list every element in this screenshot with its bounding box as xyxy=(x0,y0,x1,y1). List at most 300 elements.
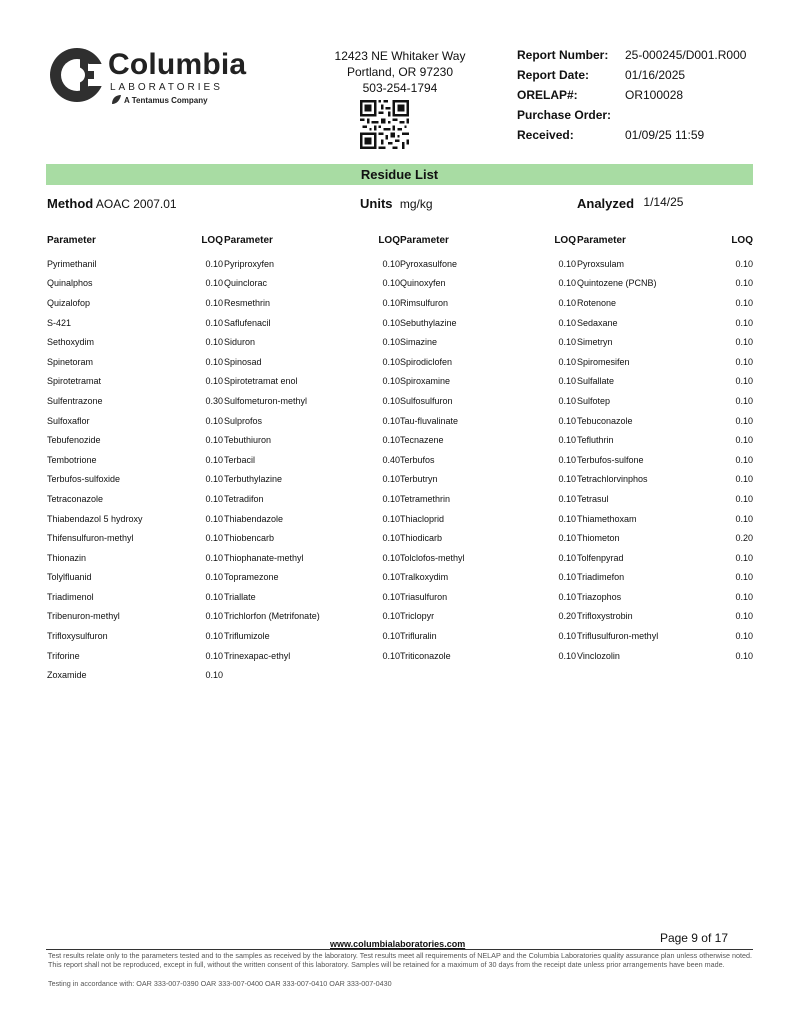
table-row xyxy=(224,352,400,372)
parameter-name: Tefluthrin xyxy=(577,435,614,446)
table-row xyxy=(577,332,753,352)
loq-value: 0.10 xyxy=(558,533,576,544)
report-info-label: Received: xyxy=(517,128,574,142)
loq-header: LOQ xyxy=(378,235,400,246)
loq-value: 0.10 xyxy=(205,670,223,681)
parameter-name: Quinoxyfen xyxy=(400,278,446,289)
table-row xyxy=(400,430,576,450)
parameter-name: Triflumizole xyxy=(224,631,270,642)
table-row xyxy=(577,587,753,607)
table-row xyxy=(47,274,223,294)
table-row xyxy=(577,450,753,470)
report-info-row xyxy=(517,108,746,128)
parameter-name: Tolclofos-methyl xyxy=(400,552,465,563)
parameter-name: Tetraconazole xyxy=(47,493,104,504)
table-row xyxy=(400,568,576,588)
parameter-name: Spinosad xyxy=(224,356,262,367)
footer-disclaimer: Test results relate only to the parameters tested and to the samples as received by the laboratory. Test results meet all requirements of NELAP and the Columbia Laboratories quality assurance plan unless otherwise noted. This report shall not be reproduced, except in full, without the written consent of this laboratory. Samples will be retained for a maximum of 30 days from the receipt date unless prior arrangements have been made. xyxy=(48,951,752,969)
loq-value: 0.10 xyxy=(735,631,753,642)
page-number: Page 9 of 17 xyxy=(659,931,728,945)
parameter-name: Tetrachlorvinphos xyxy=(577,474,648,485)
parameter-name: Sethoxydim xyxy=(47,337,95,348)
table-row xyxy=(47,450,223,470)
table-row xyxy=(577,391,753,411)
loq-value: 0.10 xyxy=(735,435,753,446)
table-row xyxy=(577,626,753,646)
report-info-label: Report Number: xyxy=(517,48,609,62)
parameter-name: S-421 xyxy=(47,317,72,328)
address-city: Portland, OR 97230 xyxy=(346,65,454,79)
parameter-name: Trifloxysulfuron xyxy=(47,631,108,642)
loq-value: 0.10 xyxy=(205,572,223,583)
parameter-header: Parameter xyxy=(224,235,273,246)
loq-value: 0.10 xyxy=(558,572,576,583)
loq-value: 0.10 xyxy=(382,337,400,348)
units-field xyxy=(360,196,433,211)
table-row xyxy=(47,352,223,372)
residue-column xyxy=(47,235,223,685)
table-row xyxy=(47,254,223,274)
table-row xyxy=(400,352,576,372)
report-info-row xyxy=(517,48,746,68)
report-info-label: Purchase Order: xyxy=(517,108,612,122)
loq-value: 0.10 xyxy=(382,376,400,387)
loq-value: 0.10 xyxy=(558,454,576,465)
loq-value: 0.10 xyxy=(735,337,753,348)
footer-url-link[interactable]: www.columbialaboratories.com xyxy=(330,939,466,949)
column-header xyxy=(47,235,223,249)
table-row xyxy=(577,607,753,627)
table-row xyxy=(47,568,223,588)
loq-value: 0.10 xyxy=(558,297,576,308)
analyzed-value: 1/14/25 xyxy=(643,195,684,209)
loq-value: 0.10 xyxy=(382,474,400,485)
parameter-name: Resmethrin xyxy=(224,297,271,308)
parameter-name: Simazine xyxy=(400,337,438,348)
parameter-name: Spiroxamine xyxy=(400,376,451,387)
table-row xyxy=(224,548,400,568)
parameter-name: Thionazin xyxy=(47,552,87,563)
parameter-name: Tribenuron-methyl xyxy=(47,611,120,622)
parameter-name: Tebuconazole xyxy=(577,415,633,426)
loq-value: 0.10 xyxy=(735,474,753,485)
loq-value: 0.10 xyxy=(205,258,223,269)
loq-value: 0.10 xyxy=(205,513,223,524)
parameter-name: Tolylfluanid xyxy=(47,572,92,583)
loq-value: 0.10 xyxy=(205,493,223,504)
qr-code-icon xyxy=(360,100,409,149)
units-value: mg/kg xyxy=(399,197,433,211)
table-row xyxy=(400,626,576,646)
loq-header: LOQ xyxy=(201,235,223,246)
loq-value: 0.10 xyxy=(558,395,576,406)
parameter-name: Terbuthylazine xyxy=(224,474,283,485)
loq-value: 0.10 xyxy=(558,474,576,485)
report-info-value: OR100028 xyxy=(625,88,684,102)
table-row xyxy=(400,372,576,392)
table-row xyxy=(577,528,753,548)
table-row xyxy=(400,450,576,470)
table-row xyxy=(47,626,223,646)
report-info-value: 25-000245/D001.R000 xyxy=(625,48,747,62)
loq-value: 0.10 xyxy=(205,631,223,642)
analyzed-field xyxy=(577,196,683,211)
loq-value: 0.10 xyxy=(382,572,400,583)
column-header xyxy=(400,235,576,249)
loq-value: 0.10 xyxy=(382,513,400,524)
report-info-value: 01/16/2025 xyxy=(625,68,686,82)
loq-value: 0.10 xyxy=(205,356,223,367)
loq-value: 0.10 xyxy=(205,415,223,426)
parameter-name: Triazophos xyxy=(577,591,622,602)
table-row xyxy=(400,587,576,607)
loq-value: 0.10 xyxy=(735,278,753,289)
loq-value: 0.10 xyxy=(558,435,576,446)
table-row xyxy=(224,607,400,627)
loq-value: 0.10 xyxy=(735,317,753,328)
parameter-name: Vinclozolin xyxy=(577,650,620,661)
table-row xyxy=(47,293,223,313)
table-row xyxy=(224,430,400,450)
parameter-name: Sulfallate xyxy=(577,376,615,387)
table-row xyxy=(400,332,576,352)
table-row xyxy=(400,509,576,529)
loq-value: 0.10 xyxy=(205,278,223,289)
table-row xyxy=(47,489,223,509)
report-info-row xyxy=(517,88,746,108)
parameter-name: Tebufenozide xyxy=(47,435,101,446)
table-row xyxy=(224,470,400,490)
loq-value: 0.10 xyxy=(382,650,400,661)
table-row xyxy=(577,470,753,490)
loq-value: 0.10 xyxy=(382,631,400,642)
loq-value: 0.10 xyxy=(382,435,400,446)
loq-value: 0.10 xyxy=(735,297,753,308)
table-row xyxy=(224,372,400,392)
parameter-name: Spinetoram xyxy=(47,356,94,367)
parameter-name: Spirotetramat enol xyxy=(224,376,298,387)
table-row xyxy=(400,391,576,411)
table-row xyxy=(47,332,223,352)
report-info-row xyxy=(517,68,746,88)
parameter-name: Thifensulfuron-methyl xyxy=(47,533,134,544)
parameter-name: Tecnazene xyxy=(400,435,444,446)
loq-value: 0.10 xyxy=(735,552,753,563)
report-info-label: Report Date: xyxy=(517,68,590,82)
parameter-name: Thiabendazol 5 hydroxy xyxy=(47,513,143,524)
loq-value: 0.10 xyxy=(205,454,223,465)
parameter-name: Triasulfuron xyxy=(400,591,448,602)
table-row xyxy=(577,489,753,509)
table-row xyxy=(400,470,576,490)
parameter-name: Terbutryn xyxy=(400,474,438,485)
loq-value: 0.10 xyxy=(735,513,753,524)
table-row xyxy=(400,254,576,274)
parameter-name: Pyrimethanil xyxy=(47,258,97,269)
residue-column xyxy=(577,235,753,665)
parameter-name: Spirodiclofen xyxy=(400,356,453,367)
logo-tagline: A Tentamus Company xyxy=(124,96,208,105)
parameter-name: Sulfotep xyxy=(577,395,611,406)
loq-value: 0.10 xyxy=(735,493,753,504)
parameter-name: Tembotrione xyxy=(47,454,97,465)
parameter-name: Terbufos-sulfone xyxy=(577,454,644,465)
loq-value: 0.10 xyxy=(205,611,223,622)
parameter-name: Sulprofos xyxy=(224,415,263,426)
table-row xyxy=(400,411,576,431)
loq-value: 0.10 xyxy=(205,591,223,602)
table-row xyxy=(47,665,223,685)
report-info-label: ORELAP#: xyxy=(517,88,578,102)
parameter-name: Thiabendazole xyxy=(224,513,284,524)
parameter-name: Tetradifon xyxy=(224,493,264,504)
table-row xyxy=(577,313,753,333)
table-row xyxy=(47,411,223,431)
loq-value: 0.10 xyxy=(558,591,576,602)
loq-value: 0.10 xyxy=(558,552,576,563)
loq-value: 0.10 xyxy=(735,611,753,622)
table-row xyxy=(400,489,576,509)
table-row xyxy=(224,489,400,509)
parameter-name: Pyriproxyfen xyxy=(224,258,275,269)
parameter-name: Tralkoxydim xyxy=(400,572,449,583)
table-row xyxy=(224,254,400,274)
loq-value: 0.20 xyxy=(735,533,753,544)
parameter-name: Pyroxasulfone xyxy=(400,258,458,269)
loq-value: 0.10 xyxy=(735,258,753,269)
parameter-name: Thiophanate-methyl xyxy=(224,552,304,563)
units-label: Units xyxy=(360,196,393,211)
report-info-value: 01/09/25 11:59 xyxy=(625,128,705,142)
loq-value: 0.10 xyxy=(382,415,400,426)
residue-column xyxy=(400,235,576,665)
table-row xyxy=(577,372,753,392)
loq-value: 0.10 xyxy=(735,454,753,465)
parameter-name: Triclopyr xyxy=(400,611,435,622)
table-row xyxy=(400,313,576,333)
loq-value: 0.10 xyxy=(735,650,753,661)
table-row xyxy=(224,274,400,294)
report-info-row xyxy=(517,128,746,148)
parameter-name: Siduron xyxy=(224,337,256,348)
table-row xyxy=(224,568,400,588)
parameter-name: Triallate xyxy=(224,591,256,602)
parameter-name: Triticonazole xyxy=(400,650,451,661)
loq-value: 0.10 xyxy=(382,278,400,289)
loq-value: 0.10 xyxy=(558,337,576,348)
parameter-name: Quinclorac xyxy=(224,278,268,289)
loq-value: 0.10 xyxy=(382,552,400,563)
loq-value: 0.10 xyxy=(558,493,576,504)
loq-value: 0.10 xyxy=(735,395,753,406)
table-row xyxy=(47,372,223,392)
table-row xyxy=(47,587,223,607)
method-field xyxy=(47,196,177,211)
parameter-name: Thiodicarb xyxy=(400,533,443,544)
table-row xyxy=(577,509,753,529)
parameter-name: Quintozene (PCNB) xyxy=(577,278,657,289)
parameter-name: Quinalphos xyxy=(47,278,93,289)
parameter-name: Sulfoxaflor xyxy=(47,415,90,426)
column-header xyxy=(577,235,753,249)
loq-value: 0.10 xyxy=(558,278,576,289)
parameter-name: Triforine xyxy=(47,650,80,661)
loq-value: 0.10 xyxy=(205,337,223,348)
parameter-name: Thiobencarb xyxy=(224,533,275,544)
columbia-logo xyxy=(48,46,247,108)
parameter-name: Tolfenpyrad xyxy=(577,552,624,563)
table-row xyxy=(47,391,223,411)
parameter-name: Tau-fluvalinate xyxy=(400,415,459,426)
loq-value: 0.10 xyxy=(558,356,576,367)
table-row xyxy=(400,528,576,548)
loq-value: 0.10 xyxy=(205,297,223,308)
table-row xyxy=(400,293,576,313)
parameter-name: Spirotetramat xyxy=(47,376,102,387)
table-row xyxy=(577,430,753,450)
parameter-name: Topramezone xyxy=(224,572,279,583)
table-row xyxy=(224,313,400,333)
table-row xyxy=(577,352,753,372)
table-row xyxy=(47,430,223,450)
loq-value: 0.10 xyxy=(558,258,576,269)
column-header xyxy=(224,235,400,249)
parameter-name: Zoxamide xyxy=(47,670,87,681)
table-row xyxy=(400,607,576,627)
parameter-name: Rotenone xyxy=(577,297,617,308)
report-info xyxy=(517,48,746,148)
table-row xyxy=(577,568,753,588)
loq-value: 0.10 xyxy=(558,631,576,642)
loq-value: 0.10 xyxy=(735,572,753,583)
loq-value: 0.10 xyxy=(558,650,576,661)
address-street: 12423 NE Whitaker Way xyxy=(334,49,466,63)
loq-header: LOQ xyxy=(554,235,576,246)
columbia-logo-mark-icon xyxy=(48,46,106,104)
loq-value: 0.10 xyxy=(205,474,223,485)
parameter-name: Trifluralin xyxy=(400,631,437,642)
loq-value: 0.10 xyxy=(205,376,223,387)
parameter-name: Spiromesifen xyxy=(577,356,630,367)
loq-value: 0.10 xyxy=(205,552,223,563)
table-row xyxy=(224,332,400,352)
table-row xyxy=(47,646,223,666)
loq-value: 0.10 xyxy=(382,533,400,544)
loq-value: 0.40 xyxy=(382,454,400,465)
loq-value: 0.10 xyxy=(205,533,223,544)
table-row xyxy=(47,607,223,627)
table-row xyxy=(47,528,223,548)
parameter-header: Parameter xyxy=(400,235,449,246)
parameter-name: Quizalofop xyxy=(47,297,91,308)
table-row xyxy=(224,509,400,529)
loq-value: 0.10 xyxy=(205,317,223,328)
footer-divider xyxy=(46,949,753,950)
parameter-name: Sulfometuron-methyl xyxy=(224,395,308,406)
parameter-name: Terbufos xyxy=(400,454,435,465)
parameter-name: Sulfentrazone xyxy=(47,395,103,406)
loq-value: 0.10 xyxy=(735,376,753,387)
table-row xyxy=(224,626,400,646)
parameter-name: Trifloxystrobin xyxy=(577,611,633,622)
loq-value: 0.10 xyxy=(382,591,400,602)
loq-value: 0.10 xyxy=(382,297,400,308)
residue-list-banner: Residue List xyxy=(46,164,753,185)
loq-value: 0.10 xyxy=(382,493,400,504)
parameter-name: Triadimenol xyxy=(47,591,94,602)
loq-value: 0.10 xyxy=(382,258,400,269)
method-value: AOAC 2007.01 xyxy=(95,197,177,211)
parameter-name: Sedaxane xyxy=(577,317,618,328)
parameter-name: Triflusulfuron-methyl xyxy=(577,631,659,642)
table-row xyxy=(224,411,400,431)
residue-column xyxy=(224,235,400,665)
parameter-header: Parameter xyxy=(577,235,626,246)
table-row xyxy=(224,528,400,548)
loq-value: 0.10 xyxy=(558,376,576,387)
loq-value: 0.10 xyxy=(735,415,753,426)
parameter-name: Tetrasul xyxy=(577,493,609,504)
loq-value: 0.10 xyxy=(382,356,400,367)
loq-value: 0.10 xyxy=(735,356,753,367)
loq-value: 0.10 xyxy=(558,415,576,426)
table-row xyxy=(577,548,753,568)
table-row xyxy=(400,646,576,666)
parameter-header: Parameter xyxy=(47,235,96,246)
parameter-name: Sulfosulfuron xyxy=(400,395,453,406)
lab-address xyxy=(300,48,500,96)
parameter-name: Trinexapac-ethyl xyxy=(224,650,291,661)
tentamus-leaf-icon xyxy=(110,94,122,106)
parameter-name: Thiometon xyxy=(577,533,620,544)
address-phone: 503-254-1794 xyxy=(362,81,438,95)
parameter-name: Thiamethoxam xyxy=(577,513,637,524)
method-label: Method xyxy=(47,196,94,211)
loq-value: 0.10 xyxy=(558,513,576,524)
loq-value: 0.10 xyxy=(382,611,400,622)
parameter-name: Terbacil xyxy=(224,454,256,465)
parameter-name: Saflufenacil xyxy=(224,317,271,328)
table-row xyxy=(47,509,223,529)
parameter-name: Triadimefon xyxy=(577,572,625,583)
table-row xyxy=(47,548,223,568)
table-row xyxy=(577,411,753,431)
table-row xyxy=(224,293,400,313)
parameter-name: Tetramethrin xyxy=(400,493,451,504)
loq-value: 0.10 xyxy=(558,317,576,328)
loq-header: LOQ xyxy=(731,235,753,246)
table-row xyxy=(577,274,753,294)
table-row xyxy=(224,391,400,411)
table-row xyxy=(224,450,400,470)
parameter-name: Trichlorfon (Metrifonate) xyxy=(224,611,320,622)
loq-value: 0.20 xyxy=(558,611,576,622)
parameter-name: Tebuthiuron xyxy=(224,435,272,446)
loq-value: 0.10 xyxy=(735,591,753,602)
table-row xyxy=(400,274,576,294)
parameter-name: Simetryn xyxy=(577,337,613,348)
parameter-name: Pyroxsulam xyxy=(577,258,625,269)
loq-value: 0.10 xyxy=(382,317,400,328)
loq-value: 0.10 xyxy=(205,650,223,661)
table-row xyxy=(47,470,223,490)
logo-subtitle: LABORATORIES xyxy=(110,82,223,93)
table-row xyxy=(577,293,753,313)
table-row xyxy=(577,254,753,274)
parameter-name: Rimsulfuron xyxy=(400,297,449,308)
analyzed-label: Analyzed xyxy=(577,196,635,211)
table-row xyxy=(577,646,753,666)
